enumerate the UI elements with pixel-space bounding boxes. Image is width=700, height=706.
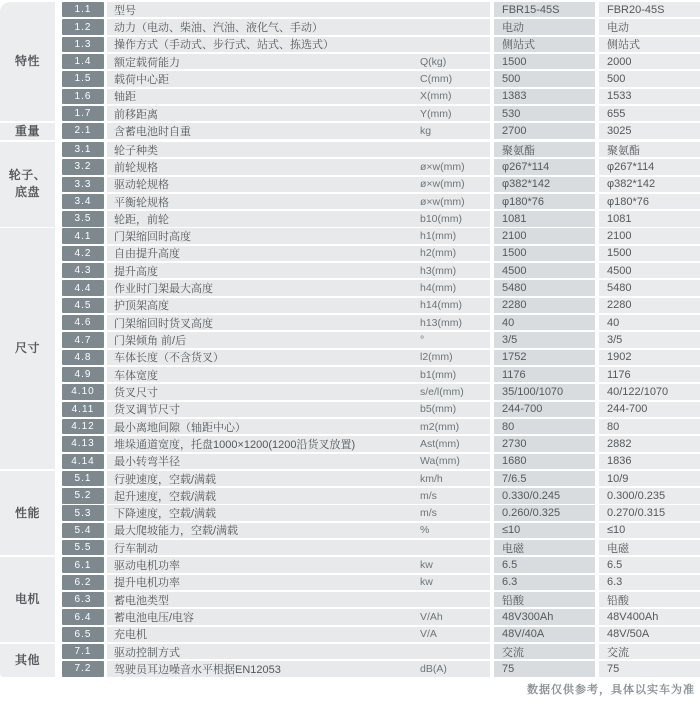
category-cell-2: 重量 — [0, 123, 55, 140]
row-value-model2: 3/5 — [599, 332, 700, 347]
row-code-badge: 4.4 — [62, 280, 104, 295]
row-label: 货叉调节尺寸 — [114, 404, 180, 417]
row-label: 提升高度 — [114, 265, 158, 278]
row-code-badge: 4.10 — [62, 384, 104, 399]
row-value-model1: 0.330/0.245 — [494, 488, 595, 503]
row-value-model1: 1500 — [494, 246, 595, 261]
row-description-cell — [107, 177, 490, 192]
row-label: 充电机 — [114, 629, 147, 642]
row-value-model1: 1383 — [494, 89, 595, 104]
row-value-model2: 3025 — [599, 123, 700, 138]
table-row — [62, 263, 700, 278]
row-value-model2: 5480 — [599, 280, 700, 295]
row-description-cell — [107, 402, 490, 417]
table-row — [62, 89, 700, 104]
row-label: 堆垛通道宽度，托盘1000×1200(1200沿货叉放置) — [114, 438, 356, 451]
row-value-model2: 1902 — [599, 350, 700, 365]
table-section — [0, 471, 700, 558]
row-code-badge: 4.13 — [62, 436, 104, 451]
table-row — [62, 419, 700, 434]
category-cell-4: 尺寸 — [0, 228, 55, 468]
row-description-cell — [107, 505, 490, 520]
row-label: 蓄电池电压/电容 — [114, 612, 195, 625]
row-description-cell — [107, 332, 490, 347]
row-label: 操作方式（手动式、步行式、站式、拣选式） — [114, 39, 334, 52]
row-value-model2: 1500 — [599, 246, 700, 261]
table-row — [62, 367, 700, 382]
row-unit: ø×w(mm) — [420, 195, 465, 208]
row-label: 动力（电动、柴油、汽油、液化气、手动） — [114, 22, 323, 35]
row-code-badge: 1.4 — [62, 54, 104, 69]
row-code-badge: 3.3 — [62, 177, 104, 192]
row-unit: Ast(mm) — [420, 437, 460, 450]
row-value-model2: 6.5 — [599, 557, 700, 572]
row-value-model1: 电磁 — [494, 540, 595, 555]
row-unit: kg — [420, 124, 432, 137]
row-unit: Wa(mm) — [420, 455, 460, 468]
row-value-model2: 40/122/1070 — [599, 384, 700, 399]
row-label: 起升速度，空载/满载 — [114, 490, 217, 503]
table-row — [62, 505, 700, 520]
row-value-model2: 500 — [599, 71, 700, 86]
row-value-model2: 1836 — [599, 454, 700, 469]
row-code-badge: 3.1 — [62, 142, 104, 157]
row-description-cell — [107, 367, 490, 382]
row-value-model2: 10/9 — [599, 471, 700, 486]
row-code-badge: 2.1 — [62, 123, 104, 138]
section-rows — [55, 123, 700, 142]
row-value-model2: 侧站式 — [599, 37, 700, 52]
row-description-cell — [107, 315, 490, 330]
row-code-badge: 6.4 — [62, 609, 104, 624]
row-value-model1: 1752 — [494, 350, 595, 365]
table-row — [62, 332, 700, 347]
row-value-model2: 1176 — [599, 367, 700, 382]
row-value-model1: φ180*76 — [494, 194, 595, 209]
row-code-badge: 4.1 — [62, 228, 104, 243]
row-label: 自由提升高度 — [114, 248, 180, 261]
table-row — [62, 592, 700, 607]
row-label: 额定载荷能力 — [114, 56, 180, 69]
section-rows — [55, 2, 700, 123]
row-description-cell — [107, 89, 490, 104]
table-row — [62, 488, 700, 503]
row-description-cell — [107, 123, 490, 138]
row-code-badge: 6.5 — [62, 627, 104, 642]
table-row — [62, 54, 700, 69]
table-row — [62, 194, 700, 209]
row-label: 型号 — [114, 4, 136, 17]
table-row — [62, 123, 700, 138]
row-description-cell — [107, 37, 490, 52]
row-label: 载荷中心距 — [114, 73, 169, 86]
row-value-model2: 655 — [599, 106, 700, 121]
row-value-model2: φ267*114 — [599, 159, 700, 174]
table-row — [62, 211, 700, 226]
row-value-model2: 40 — [599, 315, 700, 330]
row-code-badge: 6.3 — [62, 592, 104, 607]
row-label: 货叉尺寸 — [114, 386, 158, 399]
row-unit: m/s — [420, 489, 437, 502]
row-value-model2: 80 — [599, 419, 700, 434]
category-cell-3: 轮子、底盘 — [0, 142, 55, 227]
table-row — [62, 315, 700, 330]
row-description-cell — [107, 575, 490, 590]
table-row — [62, 177, 700, 192]
row-description-cell — [107, 557, 490, 572]
row-code-badge: 1.2 — [62, 19, 104, 34]
row-value-model1: φ267*114 — [494, 159, 595, 174]
section-rows — [55, 557, 700, 644]
row-code-badge: 4.14 — [62, 454, 104, 469]
row-label: 门架缩回时货叉高度 — [114, 317, 213, 330]
row-value-model1: 500 — [494, 71, 595, 86]
row-label: 平衡轮规格 — [114, 196, 169, 209]
row-code-badge: 5.3 — [62, 505, 104, 520]
row-label: 轮距，前轮 — [114, 213, 169, 226]
table-row — [62, 19, 700, 34]
section-rows — [55, 228, 700, 470]
row-value-model2: φ180*76 — [599, 194, 700, 209]
row-code-badge: 5.4 — [62, 523, 104, 538]
row-description-cell — [107, 298, 490, 313]
row-value-model1: 7/6.5 — [494, 471, 595, 486]
row-unit: b5(mm) — [420, 403, 457, 416]
row-description-cell — [107, 106, 490, 121]
row-unit: s/e/l(mm) — [420, 385, 464, 398]
table-row — [62, 402, 700, 417]
row-value-model2: 1081 — [599, 211, 700, 226]
row-value-model1: 6.3 — [494, 575, 595, 590]
row-value-model2: 2100 — [599, 228, 700, 243]
row-unit: h3(mm) — [420, 264, 457, 277]
row-description-cell — [107, 54, 490, 69]
row-value-model1: 侧站式 — [494, 37, 595, 52]
table-row — [62, 454, 700, 469]
row-unit: h4(mm) — [420, 282, 457, 295]
row-description-cell — [107, 142, 490, 157]
row-description-cell — [107, 540, 490, 555]
row-value-model1: 电动 — [494, 19, 595, 34]
row-value-model1: 244-700 — [494, 402, 595, 417]
row-unit: Y(mm) — [420, 107, 452, 120]
row-description-cell — [107, 71, 490, 86]
table-row — [62, 644, 700, 659]
row-code-badge: 1.7 — [62, 106, 104, 121]
row-description-cell — [107, 661, 490, 676]
row-code-badge: 4.3 — [62, 263, 104, 278]
table-row — [62, 575, 700, 590]
table-row — [62, 228, 700, 243]
row-code-badge: 6.2 — [62, 575, 104, 590]
row-value-model1: 530 — [494, 106, 595, 121]
row-description-cell — [107, 436, 490, 451]
row-unit: h13(mm) — [420, 316, 463, 329]
table-row — [62, 246, 700, 261]
row-value-model1: 聚氨酯 — [494, 142, 595, 157]
row-value-model1: ≤10 — [494, 523, 595, 538]
row-unit: C(mm) — [420, 72, 453, 85]
table-row — [62, 106, 700, 121]
row-label: 门架缩回时高度 — [114, 231, 191, 244]
row-value-model2: FBR20-45S — [599, 2, 700, 17]
table-section — [0, 123, 700, 142]
row-label: 蓄电池类型 — [114, 594, 169, 607]
row-unit: m/s — [420, 507, 437, 520]
row-unit: kw — [420, 576, 433, 589]
row-label: 提升电机功率 — [114, 577, 180, 590]
row-value-model2: 铅酸 — [599, 592, 700, 607]
row-description-cell — [107, 609, 490, 624]
row-label: 最小转弯半径 — [114, 456, 180, 469]
row-description-cell — [107, 592, 490, 607]
row-label: 作业时门架最大高度 — [114, 283, 213, 296]
table-section — [0, 228, 700, 470]
table-row — [62, 37, 700, 52]
category-cell-6: 电机 — [0, 557, 55, 642]
row-code-badge: 5.5 — [62, 540, 104, 555]
section-rows — [55, 471, 700, 558]
row-description-cell — [107, 263, 490, 278]
row-description-cell — [107, 644, 490, 659]
row-value-model2: 0.300/0.235 — [599, 488, 700, 503]
row-code-badge: 3.2 — [62, 159, 104, 174]
row-value-model1: 1500 — [494, 54, 595, 69]
row-unit: h1(mm) — [420, 230, 457, 243]
row-label: 驱动轮规格 — [114, 179, 169, 192]
table-row — [62, 627, 700, 642]
row-label: 轮子种类 — [114, 144, 158, 157]
row-description-cell — [107, 2, 490, 17]
row-description-cell — [107, 384, 490, 399]
row-description-cell — [107, 350, 490, 365]
row-value-model2: 交流 — [599, 644, 700, 659]
row-code-badge: 4.7 — [62, 332, 104, 347]
row-value-model1: 5480 — [494, 280, 595, 295]
row-label: 行驶速度，空载/满载 — [114, 473, 217, 486]
row-description-cell — [107, 211, 490, 226]
row-value-model1: 75 — [494, 661, 595, 676]
row-value-model2: 1533 — [599, 89, 700, 104]
row-value-model1: 6.5 — [494, 557, 595, 572]
row-code-badge: 1.5 — [62, 71, 104, 86]
row-code-badge: 4.12 — [62, 419, 104, 434]
row-unit: V/A — [420, 628, 437, 641]
row-description-cell — [107, 280, 490, 295]
row-code-badge: 6.1 — [62, 557, 104, 572]
row-unit: m2(mm) — [420, 420, 460, 433]
row-unit: km/h — [420, 472, 443, 485]
table-row — [62, 436, 700, 451]
row-code-badge: 4.5 — [62, 298, 104, 313]
row-unit: h2(mm) — [420, 247, 457, 260]
category-cell-5: 性能 — [0, 471, 55, 556]
row-value-model2: 6.3 — [599, 575, 700, 590]
row-label: 驾驶员耳边噪音水平根据EN12053 — [114, 663, 281, 676]
row-label: 驱动控制方式 — [114, 646, 180, 659]
row-label: 最小离地间隙（轴距中心） — [114, 421, 246, 434]
row-label: 前移距离 — [114, 108, 158, 121]
row-unit: ° — [420, 334, 425, 347]
row-label: 含蓄电池时自重 — [114, 125, 191, 138]
row-label: 下降速度，空载/满载 — [114, 508, 217, 521]
row-description-cell — [107, 488, 490, 503]
row-value-model1: 铅酸 — [494, 592, 595, 607]
row-unit: l2(mm) — [420, 351, 453, 364]
row-value-model2: 2882 — [599, 436, 700, 451]
section-rows — [55, 644, 700, 679]
row-unit: Q(kg) — [420, 55, 447, 68]
table-row — [62, 609, 700, 624]
footer-disclaimer: 数据仅供参考，具体以实车为准 — [527, 684, 695, 696]
row-description-cell — [107, 523, 490, 538]
row-label: 驱动电机功率 — [114, 560, 180, 573]
row-description-cell — [107, 159, 490, 174]
row-unit: X(mm) — [420, 90, 452, 103]
row-label: 行车制动 — [114, 542, 158, 555]
row-value-model1: 80 — [494, 419, 595, 434]
row-description-cell — [107, 194, 490, 209]
row-code-badge: 7.2 — [62, 661, 104, 676]
table-row — [62, 557, 700, 572]
category-cell-7: 其他 — [0, 644, 55, 677]
row-description-cell — [107, 19, 490, 34]
row-unit: b1(mm) — [420, 368, 457, 381]
category-cell-1: 特性 — [0, 2, 55, 121]
table-row — [62, 661, 700, 676]
row-description-cell — [107, 627, 490, 642]
row-code-badge: 4.9 — [62, 367, 104, 382]
row-value-model2: 48V400Ah — [599, 609, 700, 624]
table-row — [62, 298, 700, 313]
table-row — [62, 471, 700, 486]
row-description-cell — [107, 471, 490, 486]
row-code-badge: 4.6 — [62, 315, 104, 330]
row-value-model1: 4500 — [494, 263, 595, 278]
row-code-badge: 5.1 — [62, 471, 104, 486]
row-value-model2: 244-700 — [599, 402, 700, 417]
row-code-badge: 3.5 — [62, 211, 104, 226]
row-code-badge: 1.3 — [62, 37, 104, 52]
row-value-model2: 电动 — [599, 19, 700, 34]
table-row — [62, 350, 700, 365]
row-unit: V/Ah — [420, 611, 443, 624]
row-code-badge: 3.4 — [62, 194, 104, 209]
table-section — [0, 142, 700, 229]
row-unit: b10(mm) — [420, 212, 463, 225]
row-value-model2: 2280 — [599, 298, 700, 313]
table-row — [62, 523, 700, 538]
row-code-badge: 7.1 — [62, 644, 104, 659]
row-value-model1: 交流 — [494, 644, 595, 659]
table-row — [62, 280, 700, 295]
table-row — [62, 384, 700, 399]
row-code-badge: 1.1 — [62, 2, 104, 17]
row-unit: ø×w(mm) — [420, 160, 465, 173]
row-code-badge: 4.11 — [62, 402, 104, 417]
row-value-model1: 2730 — [494, 436, 595, 451]
row-code-badge: 1.6 — [62, 89, 104, 104]
row-value-model2: φ382*142 — [599, 177, 700, 192]
row-value-model1: 0.260/0.325 — [494, 505, 595, 520]
table-section — [0, 644, 700, 679]
row-label: 门架倾角 前/后 — [114, 335, 187, 348]
row-label: 护顶架高度 — [114, 300, 169, 313]
row-value-model1: 2700 — [494, 123, 595, 138]
row-label: 车体宽度 — [114, 369, 158, 382]
row-label: 前轮规格 — [114, 161, 158, 174]
row-value-model1: 40 — [494, 315, 595, 330]
row-value-model2: 4500 — [599, 263, 700, 278]
table-section — [0, 2, 700, 123]
row-value-model1: 2280 — [494, 298, 595, 313]
row-value-model2: 聚氨酯 — [599, 142, 700, 157]
table-row — [62, 142, 700, 157]
row-label: 轴距 — [114, 91, 136, 104]
row-code-badge: 5.2 — [62, 488, 104, 503]
table-row — [62, 2, 700, 17]
row-unit: h14(mm) — [420, 299, 463, 312]
row-value-model1: 48V/40A — [494, 627, 595, 642]
row-value-model1: 1081 — [494, 211, 595, 226]
row-value-model2: ≤10 — [599, 523, 700, 538]
row-unit: kw — [420, 559, 433, 572]
row-code-badge: 4.8 — [62, 350, 104, 365]
row-value-model1: 3/5 — [494, 332, 595, 347]
row-unit: % — [420, 524, 430, 537]
row-value-model1: 1176 — [494, 367, 595, 382]
row-value-model2: 电磁 — [599, 540, 700, 555]
table-row — [62, 540, 700, 555]
row-value-model2: 2000 — [599, 54, 700, 69]
row-value-model2: 48V/50A — [599, 627, 700, 642]
table-row — [62, 159, 700, 174]
row-label: 车体长度（不含货叉） — [114, 352, 224, 365]
table-row — [62, 71, 700, 86]
row-description-cell — [107, 246, 490, 261]
row-description-cell — [107, 419, 490, 434]
section-rows — [55, 142, 700, 229]
row-value-model1: 1680 — [494, 454, 595, 469]
row-value-model1: 2100 — [494, 228, 595, 243]
row-label: 最大爬坡能力，空载/满载 — [114, 525, 239, 538]
row-unit: ø×w(mm) — [420, 178, 465, 191]
row-value-model2: 0.270/0.315 — [599, 505, 700, 520]
row-value-model1: φ382*142 — [494, 177, 595, 192]
row-description-cell — [107, 454, 490, 469]
row-value-model1: 35/100/1070 — [494, 384, 595, 399]
table-section — [0, 557, 700, 644]
row-value-model2: 75 — [599, 661, 700, 676]
row-value-model1: FBR15-45S — [494, 2, 595, 17]
row-unit: dB(A) — [420, 662, 447, 675]
row-description-cell — [107, 228, 490, 243]
row-code-badge: 4.2 — [62, 246, 104, 261]
row-value-model1: 48V300Ah — [494, 609, 595, 624]
